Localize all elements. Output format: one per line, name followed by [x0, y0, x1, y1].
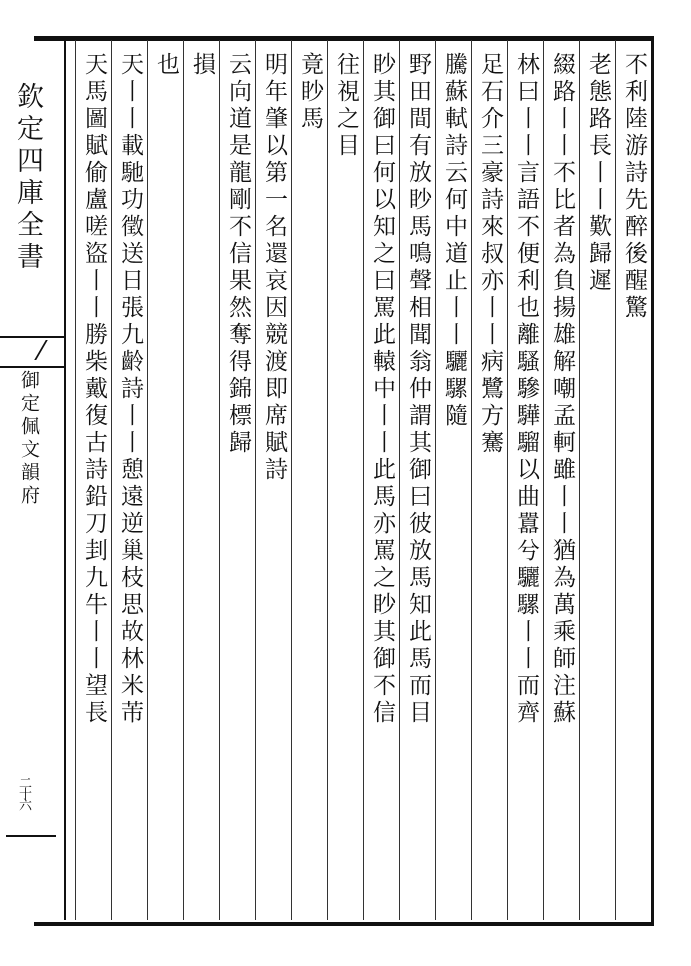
column-text: 云向道是龍剛不信果然奪得錦標歸	[225, 52, 251, 457]
text-column	[291, 40, 327, 920]
text-column	[543, 40, 579, 920]
column-text: 往視之目	[333, 52, 359, 160]
section-title: 御定佩文韻府	[18, 370, 40, 508]
text-column	[327, 40, 363, 920]
text-column	[471, 40, 507, 920]
column-text: 眇其御曰何以知之曰罵此轅中丨丨此馬亦罵之眇其御不信	[369, 52, 395, 727]
page-number: 二十六	[16, 776, 31, 809]
fish-tail-mark	[0, 336, 64, 368]
text-column	[219, 40, 255, 920]
column-text: 足石介三豪詩來叔亦丨丨病鷺方騫	[477, 52, 503, 457]
column-text: 騰蘇軾詩云何中道止丨丨驪騾隨	[441, 52, 467, 430]
book-title: 欽定四庫全書	[12, 82, 43, 274]
column-text: 天馬圖賦偷盧嗟盜丨丨勝柴戴復古詩鉛刀刲九牛丨丨望長	[81, 52, 107, 727]
column-text: 損	[189, 52, 215, 79]
column-text: 竟眇馬	[297, 52, 323, 133]
column-text: 不利陸游詩先醉後醒驚	[621, 52, 647, 322]
column-text: 野田間有放眇馬鳴聲相聞翁仲謂其御曰彼放馬知此馬而目	[405, 52, 431, 727]
page-number-rule	[6, 835, 56, 837]
text-column	[507, 40, 543, 920]
text-column	[111, 40, 147, 920]
text-column	[435, 40, 471, 920]
text-column	[579, 40, 615, 920]
column-text: 也	[153, 52, 179, 79]
text-column	[615, 40, 651, 920]
text-column	[147, 40, 183, 920]
text-body	[64, 40, 651, 920]
column-text: 綴路丨丨不比者為負揚雄解嘲孟軻雖丨丨猶為萬乘師注蘇	[549, 52, 575, 727]
text-column	[399, 40, 435, 920]
text-column	[255, 40, 291, 920]
column-text: 老態路長丨丨歎歸遲	[585, 52, 611, 295]
text-column	[363, 40, 399, 920]
column-text: 天丨丨載馳功徵送日張九齡詩丨丨憩遠逆巢枝思故林米芾	[117, 52, 143, 727]
text-column	[75, 40, 111, 920]
column-text: 明年肇以第一名還哀因競渡即席賦詩	[261, 52, 287, 484]
column-text: 林曰丨丨言語不便利也離騷驂驊騮以曲囂兮驪騾丨丨而齊	[513, 52, 539, 727]
page-margin	[0, 40, 66, 920]
text-column	[183, 40, 219, 920]
